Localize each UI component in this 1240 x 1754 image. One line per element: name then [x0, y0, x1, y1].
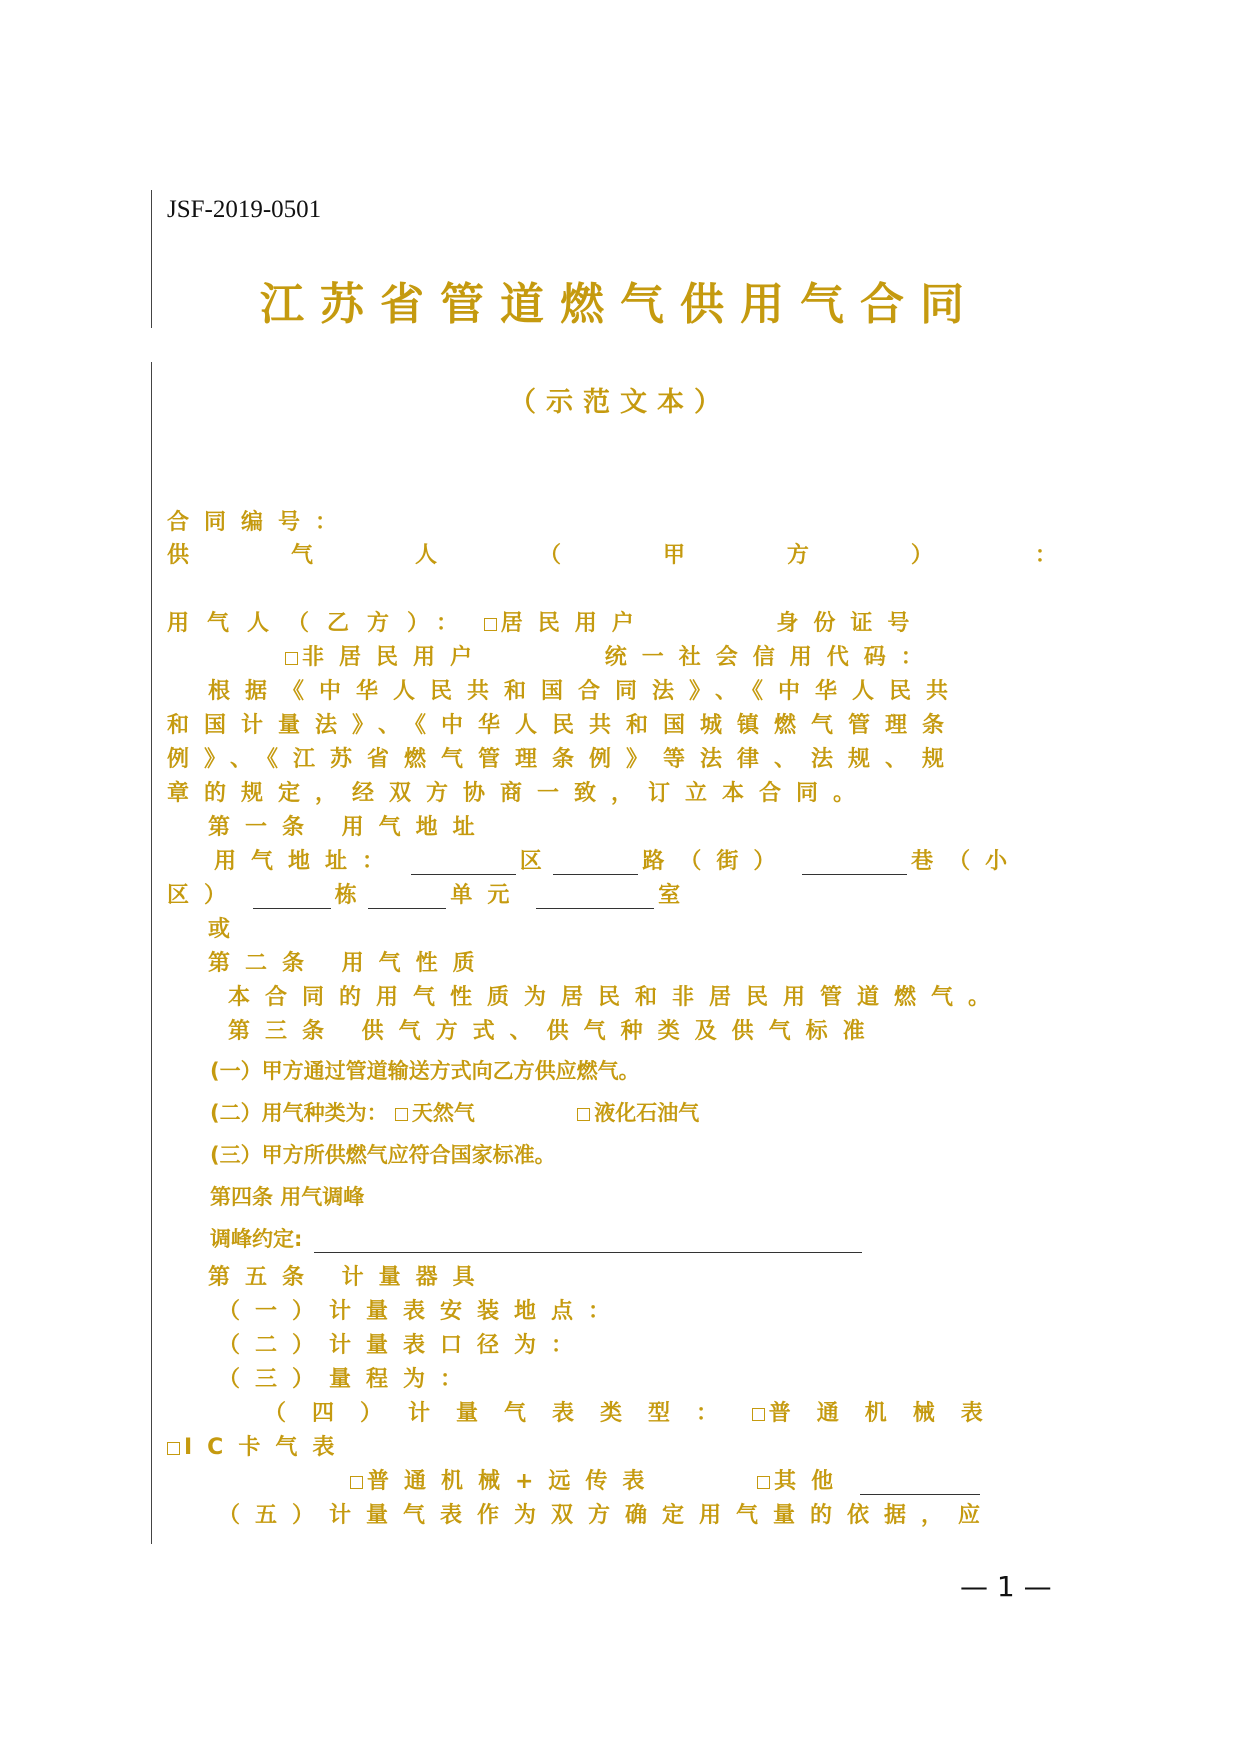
building-label: 栋 [334, 883, 357, 908]
preamble-line: 根据《中华人民共和国合同法》、《中华人民共 [208, 679, 964, 704]
meter-other-blank[interactable] [860, 1472, 980, 1495]
article-5-item-4 [264, 1396, 1009, 1427]
id-number-label: 身份证号 [776, 611, 925, 636]
supplier-part: ） [910, 543, 933, 568]
lane-label: 巷（小 [911, 849, 1023, 874]
supplier-part: 人 [414, 543, 437, 568]
margin-rule-main [151, 362, 152, 1544]
preamble-line: 章的规定，经双方协商一致，订立本合同。 [167, 781, 871, 806]
article-5-item-5: （五）计量气表作为双方确定用气量的依据，应 [218, 1503, 996, 1528]
article-2-text: 本合同的用气性质为居民和非居民用管道燃气。 [228, 985, 1006, 1010]
meter-ic-line [167, 1430, 349, 1461]
address-line-2 [167, 878, 680, 909]
peak-blank[interactable] [314, 1230, 862, 1253]
article-3-heading: 第三条 供气方式、供气种类及供气标准 [228, 1019, 880, 1044]
meter-remote-label: 普通机械+远传表 [367, 1469, 660, 1494]
article-3-item-3: (三）甲方所供燃气应符合国家标准。 [210, 1143, 556, 1167]
article-5-item-3: （三）量程为： [218, 1367, 478, 1392]
supplier-part: 方 [786, 543, 809, 568]
document-title: 江苏省管道燃气供用气合同 [260, 279, 980, 330]
checkbox-icon[interactable] [350, 1476, 363, 1489]
district-blank[interactable] [411, 852, 516, 875]
room-label: 室 [658, 883, 681, 908]
or-text: 或 [208, 917, 231, 942]
supplier-part: 甲 [662, 543, 685, 568]
checkbox-icon[interactable] [757, 1476, 770, 1489]
credit-code-label: 统一社会信用代码： [604, 645, 938, 670]
lane-blank[interactable] [802, 852, 907, 875]
meter-mechanical-label: 普通机械表 [768, 1401, 1009, 1426]
room-blank[interactable] [536, 886, 654, 909]
article-3-item-1: (一）甲方通过管道输送方式向乙方供应燃气。 [210, 1059, 640, 1083]
article-5-item-2: （二）计量表口径为： [218, 1333, 589, 1358]
user-label: 用气人（乙方）： [167, 611, 477, 636]
checkbox-icon[interactable] [752, 1408, 765, 1421]
district-label: 区 [519, 849, 542, 874]
page-number: — 1 — [960, 1570, 1052, 1603]
non-resident-label: 非居民用户 [302, 645, 488, 670]
user-line [167, 606, 924, 637]
road-label: 路（街） [642, 849, 791, 874]
article-3-item-2 [210, 1097, 699, 1127]
gas-lpg-label: 液化石油气 [594, 1101, 700, 1125]
road-blank[interactable] [553, 852, 638, 875]
meter-remote-line [350, 1464, 984, 1495]
doc-number: JSF-2019-0501 [167, 196, 322, 223]
meter-ic-label: IC卡气表 [184, 1435, 350, 1460]
checkbox-icon[interactable] [285, 652, 298, 665]
gas-natural-label: 天然气 [411, 1101, 475, 1125]
non-resident-line [285, 640, 938, 671]
checkbox-icon[interactable] [577, 1108, 590, 1121]
article-1-heading: 第一条 用气地址 [208, 815, 490, 840]
supplier-part: 供 [167, 543, 190, 568]
contract-no-label: 合同编号： [167, 510, 353, 535]
article-2-heading: 第二条 用气性质 [208, 951, 490, 976]
meter-other-label: 其他 [774, 1469, 849, 1494]
preamble-line: 和国计量法》、《中华人民共和国城镇燃气管理条 [167, 713, 960, 738]
supplier-part: （ [538, 543, 561, 568]
unit-blank[interactable] [368, 886, 446, 909]
gas-type-label: (二）用气种类为： [210, 1101, 388, 1125]
unit-label: 单元 [450, 883, 525, 908]
document-subtitle: （示范文本） [509, 387, 731, 418]
address-line [214, 844, 1022, 875]
article-4-heading: 第四条 用气调峰 [210, 1185, 365, 1209]
supplier-part: ： [1034, 543, 1057, 568]
peak-line [210, 1223, 866, 1253]
district2-label: 区） [167, 883, 242, 908]
checkbox-icon[interactable] [484, 618, 497, 631]
preamble-line: 例》、《江苏省燃气管理条例》等法律、法规、规 [167, 747, 960, 772]
article-5-item-1: （一）计量表安装地点： [218, 1299, 626, 1324]
supplier-line [167, 538, 1057, 569]
meter-type-label: （四）计量气表类型： [264, 1401, 745, 1426]
article-5-heading: 第五条 计量器具 [208, 1265, 490, 1290]
supplier-part: 气 [290, 543, 313, 568]
peak-label: 调峰约定: [210, 1227, 303, 1251]
building-blank[interactable] [253, 886, 331, 909]
checkbox-icon[interactable] [395, 1108, 408, 1121]
checkbox-icon[interactable] [167, 1442, 180, 1455]
address-label: 用气地址： [214, 849, 400, 874]
resident-user-label: 居民用户 [500, 611, 649, 636]
